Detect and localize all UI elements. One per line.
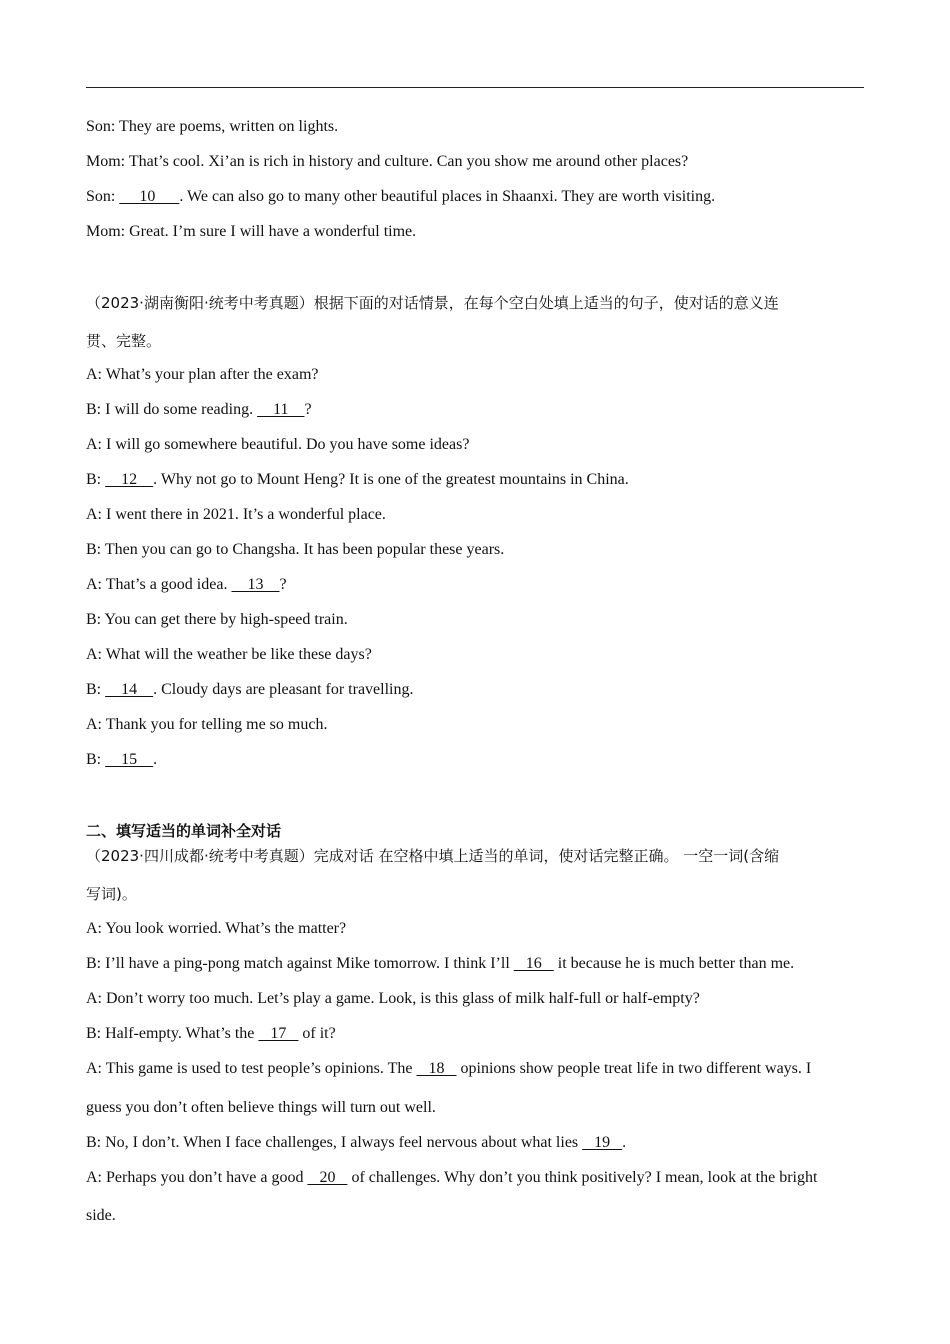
question-intro: （2023·四川成都·统考中考真题）完成对话 在空格中填上适当的单词，使对话完整正确。 一空一词(含缩 bbox=[86, 847, 780, 865]
dialogue-line: Mom: That’s cool. Xi’an is rich in history and culture. Can you show me around other places? bbox=[86, 153, 689, 170]
dialogue-line: B: You can get there by high-speed train. bbox=[86, 611, 348, 628]
answer-blank-16[interactable]: 16 bbox=[513, 955, 554, 972]
line-prefix: B: No, I don’t. When I face challenges, I always feel nervous about what lies bbox=[86, 1134, 583, 1151]
line-prefix: A: Perhaps you don’t have a good bbox=[86, 1169, 308, 1186]
dialogue-line bbox=[86, 1059, 866, 1079]
answer-blank-14[interactable]: 14 bbox=[105, 681, 154, 698]
dialogue-line bbox=[86, 1133, 866, 1153]
dialogue-line bbox=[86, 680, 866, 700]
line-suffix: of it? bbox=[298, 1025, 336, 1042]
dialogue-line bbox=[86, 187, 866, 207]
dialogue-line: A: What’s your plan after the exam? bbox=[86, 366, 319, 383]
answer-blank-19[interactable]: 19 bbox=[582, 1134, 623, 1151]
question-intro-continued: 写词)。 bbox=[86, 885, 137, 903]
answer-blank-18[interactable]: 18 bbox=[416, 1060, 457, 1077]
dialogue-line bbox=[86, 954, 866, 974]
dialogue-line bbox=[86, 750, 866, 770]
line-prefix: B: bbox=[86, 681, 106, 698]
line-prefix: B: I’ll have a ping-pong match against Mike tomorrow. I think I’ll bbox=[86, 955, 514, 972]
line-suffix: opinions show people treat life in two different ways. I bbox=[456, 1060, 812, 1077]
dialogue-line: guess you don’t often believe things will turn out well. bbox=[86, 1099, 436, 1116]
answer-blank-17[interactable]: 17 bbox=[258, 1025, 299, 1042]
dialogue-line bbox=[86, 400, 866, 420]
line-suffix: . Cloudy days are pleasant for travelling. bbox=[153, 681, 414, 698]
line-suffix: . bbox=[153, 751, 158, 768]
question-intro-continued: 贯、完整。 bbox=[86, 332, 162, 350]
dialogue-line: A: What will the weather be like these days? bbox=[86, 646, 372, 663]
dialogue-line: Son: They are poems, written on lights. bbox=[86, 118, 339, 135]
dialogue-line: A: Thank you for telling me so much. bbox=[86, 716, 328, 733]
question-intro: （2023·湖南衡阳·统考中考真题）根据下面的对话情景，在每个空白处填上适当的句子，使对话的意义连 bbox=[86, 294, 779, 312]
line-prefix: B: bbox=[86, 471, 106, 488]
line-prefix: Son: bbox=[86, 188, 120, 205]
dialogue-line bbox=[86, 1024, 866, 1044]
dialogue-line: A: I will go somewhere beautiful. Do you have some ideas? bbox=[86, 436, 470, 453]
line-suffix: . Why not go to Mount Heng? It is one of the greatest mountains in China. bbox=[153, 471, 629, 488]
answer-blank-15[interactable]: 15 bbox=[105, 751, 154, 768]
dialogue-line: side. bbox=[86, 1207, 116, 1224]
line-suffix: it because he is much better than me. bbox=[553, 955, 795, 972]
line-prefix: A: This game is used to test people’s opinions. The bbox=[86, 1060, 417, 1077]
dialogue-line: Mom: Great. I’m sure I will have a wonderful time. bbox=[86, 223, 417, 240]
answer-blank-20[interactable]: 20 bbox=[307, 1169, 348, 1186]
line-suffix: . We can also go to many other beautiful places in Shaanxi. They are worth visiting. bbox=[179, 188, 716, 205]
header-rule bbox=[86, 87, 864, 88]
dialogue-line: B: Then you can go to Changsha. It has been popular these years. bbox=[86, 541, 505, 558]
section-heading: 二、填写适当的单词补全对话 bbox=[86, 822, 282, 840]
line-suffix: of challenges. Why don’t you think positively? I mean, look at the bright bbox=[347, 1169, 818, 1186]
line-suffix: ? bbox=[304, 401, 312, 418]
answer-blank-13[interactable]: 13 bbox=[231, 576, 280, 593]
answer-blank-12[interactable]: 12 bbox=[105, 471, 154, 488]
line-prefix: B: I will do some reading. bbox=[86, 401, 258, 418]
answer-blank-11[interactable]: 11 bbox=[257, 401, 305, 418]
dialogue-line: A: I went there in 2021. It’s a wonderful place. bbox=[86, 506, 386, 523]
line-prefix: A: That’s a good idea. bbox=[86, 576, 232, 593]
line-suffix: ? bbox=[279, 576, 287, 593]
dialogue-line bbox=[86, 1168, 866, 1188]
answer-blank-10[interactable]: 10 bbox=[119, 188, 180, 205]
line-prefix: B: Half-empty. What’s the bbox=[86, 1025, 259, 1042]
line-suffix: . bbox=[622, 1134, 627, 1151]
dialogue-line: A: You look worried. What’s the matter? bbox=[86, 920, 347, 937]
line-prefix: B: bbox=[86, 751, 106, 768]
dialogue-line bbox=[86, 575, 866, 595]
dialogue-line: A: Don’t worry too much. Let’s play a game. Look, is this glass of milk half-full or half-empty? bbox=[86, 990, 700, 1007]
dialogue-line bbox=[86, 470, 866, 490]
